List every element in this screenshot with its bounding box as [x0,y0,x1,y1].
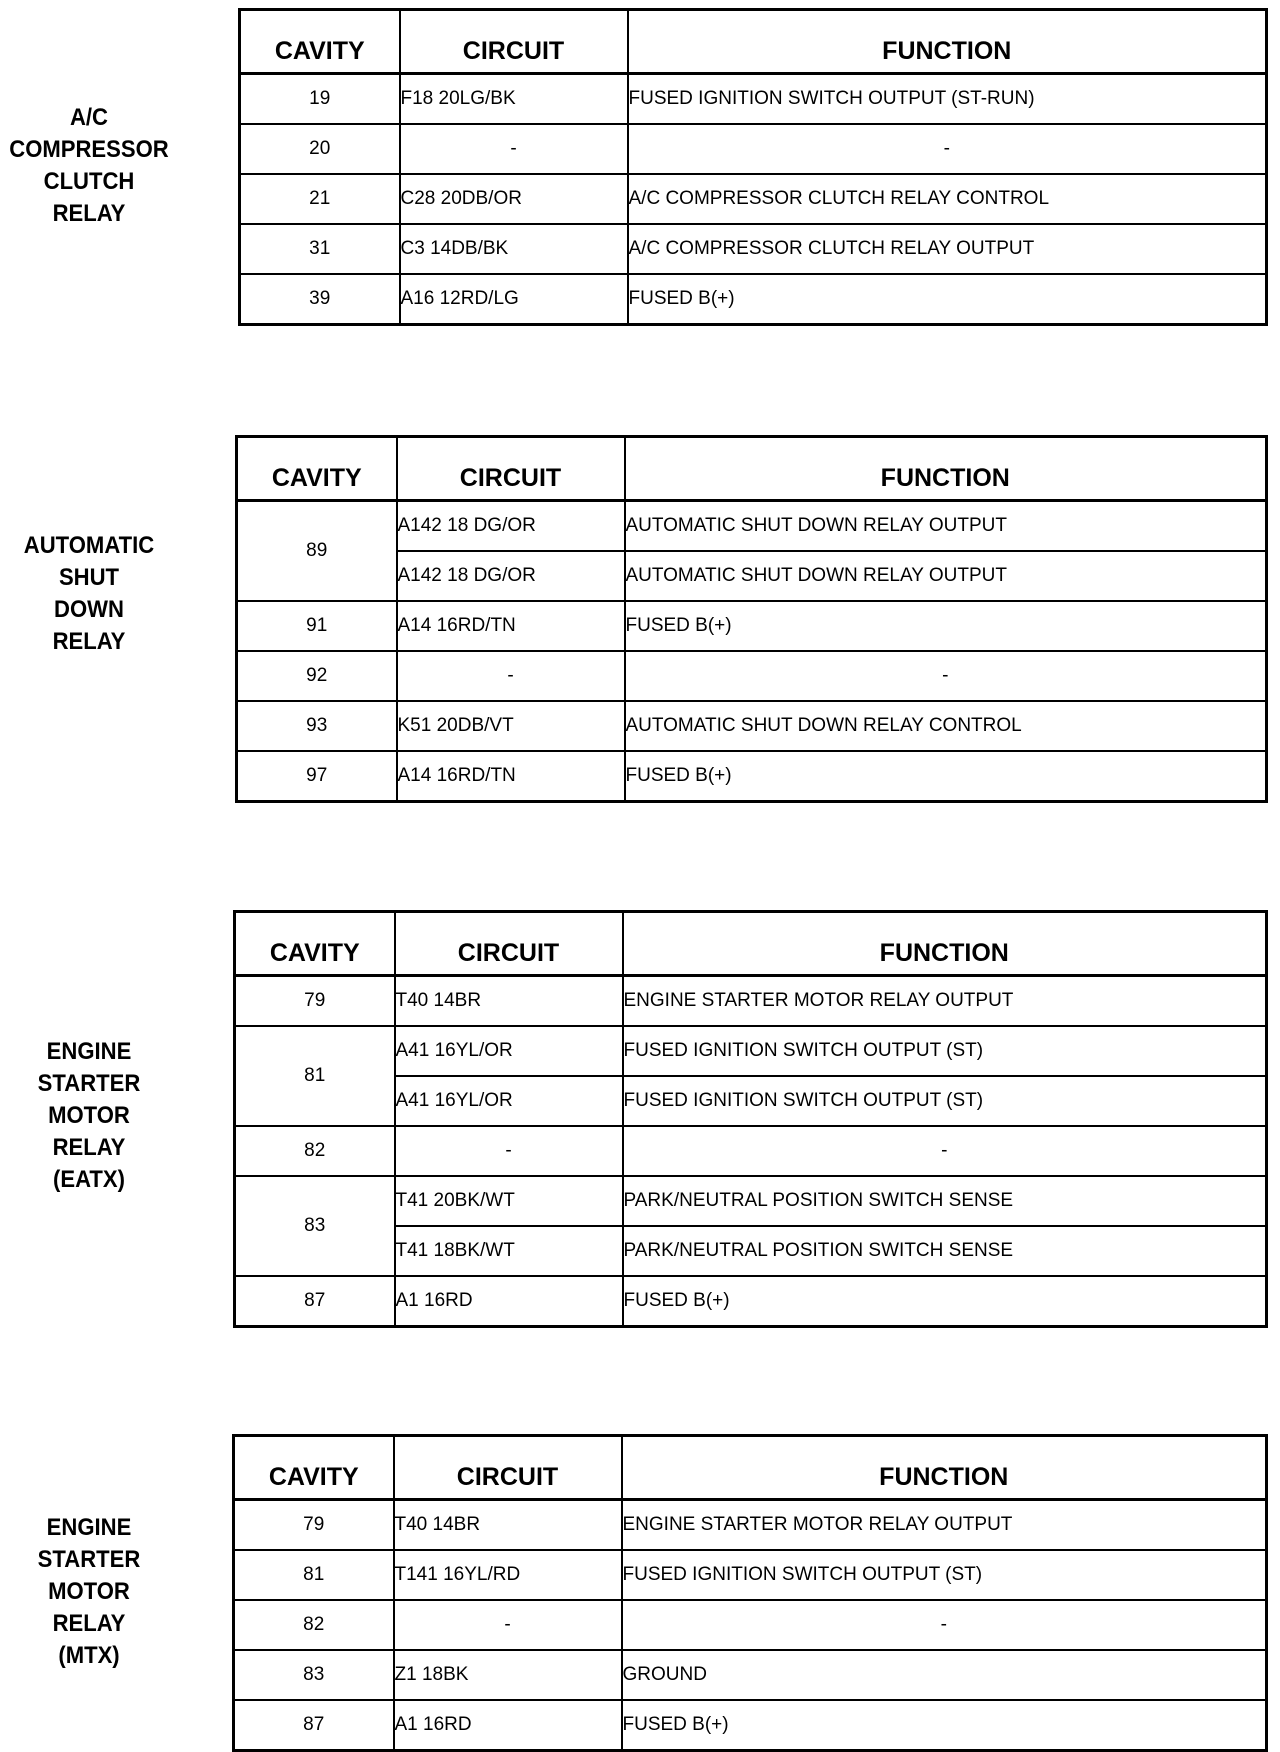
cavity-cell: 92 [237,651,397,701]
function-cell: A/C COMPRESSOR CLUTCH RELAY CONTROL [628,174,1267,224]
label-line: AUTOMATIC [23,532,155,559]
table-row [240,224,1267,274]
header-function: FUNCTION [628,10,1267,74]
section-label [7,1512,171,1672]
function-cell: FUSED B(+) [625,751,1267,802]
table-row [240,274,1267,325]
function-cell: FUSED B(+) [623,1276,1267,1327]
circuit-cell: T40 14BR [395,976,623,1027]
label-line: RELAY [52,1610,126,1637]
label-line: RELAY [52,200,126,227]
table-row [235,1176,1267,1226]
table-row [235,1126,1267,1176]
function-cell: ENGINE STARTER MOTOR RELAY OUTPUT [623,976,1267,1027]
circuit-cell: A1 16RD [394,1700,622,1751]
header-circuit: CIRCUIT [400,10,628,74]
label-line: COMPRESSOR [9,136,169,163]
function-cell: GROUND [622,1650,1267,1700]
label-line: STARTER [37,1070,141,1097]
cavity-cell: 82 [234,1600,394,1650]
circuit-cell: C28 20DB/OR [400,174,628,224]
function-cell: - [622,1600,1267,1650]
circuit-cell: - [395,1126,623,1176]
header-row [237,437,1267,501]
table-row [237,651,1267,701]
cavity-cell: 89 [237,501,397,602]
header-circuit: CIRCUIT [394,1436,622,1500]
label-line: A/C [69,104,109,131]
circuit-cell: T141 16YL/RD [394,1550,622,1600]
header-function: FUNCTION [622,1436,1267,1500]
header-row [235,912,1267,976]
table-row [237,701,1267,751]
function-cell: ENGINE STARTER MOTOR RELAY OUTPUT [622,1500,1267,1551]
label-line: MOTOR [48,1102,130,1129]
table-row [234,1700,1267,1751]
circuit-cell: A1 16RD [395,1276,623,1327]
circuit-cell: - [400,124,628,174]
cavity-cell: 79 [234,1500,394,1551]
header-cavity: CAVITY [234,1436,394,1500]
header-cavity: CAVITY [237,437,397,501]
header-cavity: CAVITY [240,10,400,74]
header-function: FUNCTION [625,437,1267,501]
cavity-cell: 81 [234,1550,394,1600]
label-line: RELAY [52,1134,126,1161]
label-line: MOTOR [48,1578,130,1605]
label-line: SHUT [58,564,120,591]
header-circuit: CIRCUIT [395,912,623,976]
circuit-cell: Z1 18BK [394,1650,622,1700]
cavity-cell: 39 [240,274,400,325]
label-line: (MTX) [58,1642,120,1669]
circuit-cell: A14 16RD/TN [397,751,625,802]
table-row [237,601,1267,651]
pinout-table [232,1434,1268,1752]
header-row [240,10,1267,74]
table-row [240,174,1267,224]
cavity-cell: 87 [235,1276,395,1327]
cavity-cell: 83 [234,1650,394,1700]
function-cell: - [623,1126,1267,1176]
label-line: STARTER [37,1546,141,1573]
circuit-cell: T41 18BK/WT [395,1226,623,1276]
circuit-cell: A16 12RD/LG [400,274,628,325]
table-row [237,751,1267,802]
label-line: CLUTCH [43,168,135,195]
cavity-cell: 83 [235,1176,395,1276]
label-line: ENGINE [46,1038,132,1065]
table-row [240,124,1267,174]
cavity-cell: 93 [237,701,397,751]
cavity-cell: 91 [237,601,397,651]
label-line: (EATX) [53,1166,125,1193]
circuit-cell: - [397,651,625,701]
circuit-cell: A14 16RD/TN [397,601,625,651]
circuit-cell: T40 14BR [394,1500,622,1551]
table-row [234,1500,1267,1551]
table-row [235,1276,1267,1327]
function-cell: FUSED IGNITION SWITCH OUTPUT (ST) [623,1026,1267,1076]
table-row [235,1026,1267,1076]
table-row [234,1600,1267,1650]
function-cell: FUSED B(+) [622,1700,1267,1751]
function-cell: PARK/NEUTRAL POSITION SWITCH SENSE [623,1226,1267,1276]
cavity-cell: 81 [235,1026,395,1126]
pinout-table [235,435,1268,803]
function-cell: FUSED IGNITION SWITCH OUTPUT (ST) [622,1550,1267,1600]
section-label [7,102,171,230]
circuit-cell: A142 18 DG/OR [397,501,625,552]
section-label [7,530,171,658]
circuit-cell: F18 20LG/BK [400,74,628,125]
function-cell: - [628,124,1267,174]
label-line: ENGINE [46,1514,132,1541]
cavity-cell: 21 [240,174,400,224]
table-row [240,74,1267,125]
function-cell: FUSED B(+) [625,601,1267,651]
header-function: FUNCTION [623,912,1267,976]
circuit-cell: C3 14DB/BK [400,224,628,274]
circuit-cell: A41 16YL/OR [395,1076,623,1126]
table-row [235,976,1267,1027]
label-line: RELAY [52,628,126,655]
circuit-cell: K51 20DB/VT [397,701,625,751]
cavity-cell: 19 [240,74,400,125]
cavity-cell: 31 [240,224,400,274]
cavity-cell: 82 [235,1126,395,1176]
table-row [237,501,1267,552]
cavity-cell: 97 [237,751,397,802]
circuit-cell: T41 20BK/WT [395,1176,623,1226]
pinout-table [238,8,1268,326]
cavity-cell: 87 [234,1700,394,1751]
header-cavity: CAVITY [235,912,395,976]
function-cell: AUTOMATIC SHUT DOWN RELAY OUTPUT [625,501,1267,552]
table-row [234,1650,1267,1700]
function-cell: PARK/NEUTRAL POSITION SWITCH SENSE [623,1176,1267,1226]
label-line: DOWN [54,596,124,623]
function-cell: AUTOMATIC SHUT DOWN RELAY CONTROL [625,701,1267,751]
header-row [234,1436,1267,1500]
section-label [7,1036,171,1196]
header-circuit: CIRCUIT [397,437,625,501]
function-cell: FUSED B(+) [628,274,1267,325]
function-cell: FUSED IGNITION SWITCH OUTPUT (ST-RUN) [628,74,1267,125]
function-cell: A/C COMPRESSOR CLUTCH RELAY OUTPUT [628,224,1267,274]
function-cell: AUTOMATIC SHUT DOWN RELAY OUTPUT [625,551,1267,601]
pinout-table [233,910,1268,1328]
function-cell: - [625,651,1267,701]
table-row [234,1550,1267,1600]
circuit-cell: A41 16YL/OR [395,1026,623,1076]
circuit-cell: - [394,1600,622,1650]
function-cell: FUSED IGNITION SWITCH OUTPUT (ST) [623,1076,1267,1126]
circuit-cell: A142 18 DG/OR [397,551,625,601]
cavity-cell: 20 [240,124,400,174]
cavity-cell: 79 [235,976,395,1027]
